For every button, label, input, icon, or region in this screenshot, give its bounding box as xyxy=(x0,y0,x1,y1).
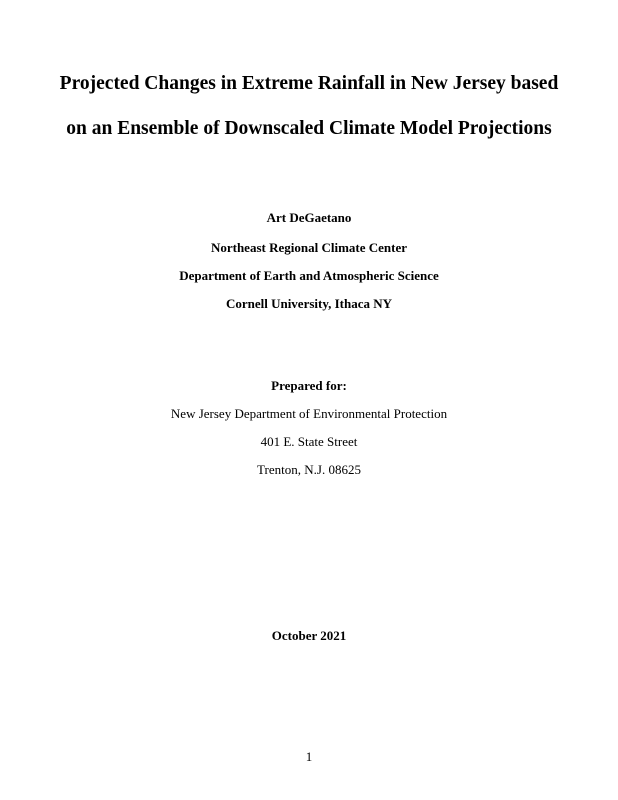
affiliation-university: Cornell University, Ithaca NY xyxy=(225,296,393,311)
prepared-for-street: 401 E. State Street xyxy=(260,434,358,449)
document-title-line-1: Projected Changes in Extreme Rainfall in New Jersey based xyxy=(59,73,559,94)
affiliation-center: Northeast Regional Climate Center xyxy=(210,240,408,255)
prepared-for-city: Trenton, N.J. 08625 xyxy=(257,462,361,477)
page-number: 1 xyxy=(305,749,313,764)
document-title-line-2: on an Ensemble of Downscaled Climate Model Projections xyxy=(66,118,552,139)
document-date: October 2021 xyxy=(271,628,347,643)
prepared-for-label: Prepared for: xyxy=(271,378,347,393)
author-name: Art DeGaetano xyxy=(266,210,352,225)
affiliation-department: Department of Earth and Atmospheric Science xyxy=(179,268,439,283)
prepared-for-organization: New Jersey Department of Environmental Protection xyxy=(170,406,448,421)
